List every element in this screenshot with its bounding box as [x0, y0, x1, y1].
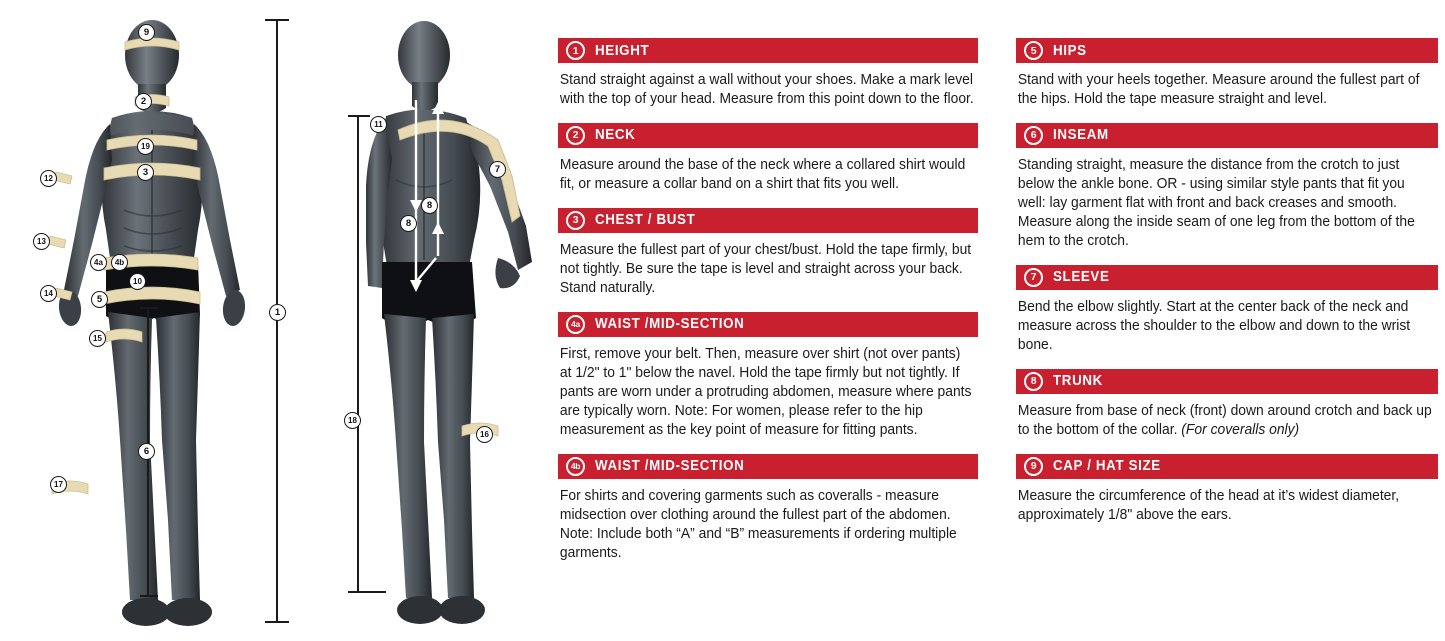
entry-header	[1016, 454, 1438, 479]
front-mannequin	[48, 20, 289, 626]
figure-callout-13: 13	[33, 233, 50, 250]
entry-title: CHEST / BUST	[595, 212, 696, 229]
entry-title: CAP / HAT SIZE	[1053, 458, 1161, 475]
figure-callout-19: 19	[137, 138, 154, 155]
entry-body-text: Measure from base of neck (front) down around crotch and back up to the bottom of the collar.	[1017, 402, 1432, 438]
figure-callout-8: 8	[400, 215, 417, 232]
entry-number-badge: 9	[1024, 457, 1043, 476]
entry-title: INSEAM	[1053, 127, 1109, 144]
figure-callout-9: 9	[138, 24, 155, 41]
entry-number-badge: 4b	[566, 457, 585, 476]
figure-callout-14: 14	[40, 285, 57, 302]
measurement-entry-6	[1016, 123, 1438, 251]
entry-body: Measure the circumference of the head at it’s widest diameter, approximately 1/8" above the ears.	[1017, 487, 1400, 523]
measurement-entry-3	[558, 208, 978, 298]
entry-title: NECK	[595, 127, 636, 144]
entry-title: HIPS	[1053, 42, 1087, 59]
entry-header	[1016, 369, 1438, 394]
entry-body: Measure the fullest part of your chest/bust. Hold the tape firmly, but not tightly. Be sure the tape is level and straight across your back. Stand naturally.	[559, 241, 972, 296]
entry-body: First, remove your belt. Then, measure over shirt (not over pants) at 1/2" to 1" below the navel. Hold the tape firmly but not tightly. If pants are worn under a protruding abdomen, measure where pants are typically worn. Note: For women, please refer to the hip measurement as the key point of measure for fitting pants.	[559, 345, 972, 438]
measurement-entry-1	[558, 38, 978, 109]
entry-body	[1016, 394, 1437, 440]
entry-header	[558, 312, 978, 337]
entry-body: Stand straight against a wall without your shoes. Make a mark level with the top of your head. Measure from this point down to the floor.	[559, 72, 974, 107]
measurement-column-right	[1016, 38, 1438, 539]
entry-number-badge: 6	[1024, 126, 1043, 145]
figure-callout-10: 10	[129, 273, 146, 290]
entry-header	[558, 208, 978, 233]
figure-callout-6: 6	[138, 443, 155, 460]
entry-header	[1016, 265, 1438, 290]
measurement-entry-5	[1016, 38, 1438, 109]
back-mannequin	[348, 21, 532, 624]
entry-body: Standing straight, measure the distance from the crotch to just below the ankle bone. OR - using similar style pants that fit you well: lay garment flat with front and back creases and smooth. Measure along the inside seam of one leg from the bottom of the hem to the crotch.	[1017, 156, 1415, 249]
figure-callout-2: 2	[135, 93, 152, 110]
entry-title: HEIGHT	[595, 42, 650, 59]
figure-callout-16: 16	[476, 426, 493, 443]
measurement-entry-4a	[558, 312, 978, 440]
entry-number-badge: 1	[566, 41, 585, 60]
entry-title: TRUNK	[1053, 373, 1103, 390]
entry-number-badge: 2	[566, 126, 585, 145]
figure-callout-3: 3	[137, 164, 154, 181]
figure-callout-4b: 4b	[111, 254, 128, 271]
figure-callout-18: 18	[344, 412, 361, 429]
entry-header	[558, 38, 978, 63]
entry-title: WAIST /MID-SECTION	[595, 316, 745, 333]
entry-header	[558, 123, 978, 148]
entry-header	[1016, 123, 1438, 148]
entry-header	[1016, 38, 1438, 63]
entry-number-badge: 4a	[566, 315, 585, 334]
entry-number-badge: 7	[1024, 268, 1043, 287]
entry-body: For shirts and covering garments such as coveralls - measure midsection over clothing around the fullest part of the abdomen. Note: Include both “A” and “B” measurements if ordering multiple garments.	[559, 487, 957, 561]
entry-title: WAIST /MID-SECTION	[595, 458, 745, 475]
figure-callout-5: 5	[91, 291, 108, 308]
measurement-entry-4b	[558, 454, 978, 563]
figure-callout-17: 17	[50, 476, 67, 493]
figure-callout-4a: 4a	[90, 254, 107, 271]
entry-number-badge: 5	[1024, 41, 1043, 60]
measurement-entry-9	[1016, 454, 1438, 525]
entry-number-badge: 3	[566, 211, 585, 230]
measurement-entry-7	[1016, 265, 1438, 355]
figure-callout-7: 7	[489, 161, 506, 178]
entry-number-badge: 8	[1024, 372, 1043, 391]
entry-body: Stand with your heels together. Measure around the fullest part of the hips. Hold the tape measure straight and level.	[1017, 72, 1420, 107]
entry-title: SLEEVE	[1053, 269, 1110, 286]
figure-callout-11: 11	[370, 116, 387, 133]
figure-callout-8: 8	[421, 197, 438, 214]
figure-callout-12: 12	[40, 170, 57, 187]
entry-body: Bend the elbow slightly. Start at the center back of the neck and measure across the shoulder to the elbow and down to the wrist bone.	[1017, 298, 1411, 353]
measurement-entry-2	[558, 123, 978, 194]
entry-body: Measure around the base of the neck where a collared shirt would fit, or measure a collar band on a shirt that fits you well.	[559, 156, 966, 192]
measurement-column-left	[558, 38, 978, 577]
entry-header	[558, 454, 978, 479]
measurement-entry-8	[1016, 369, 1438, 440]
entry-body-note: (For coveralls only)	[1181, 421, 1300, 438]
figure-callout-15: 15	[89, 330, 106, 347]
mannequin-illustration	[0, 0, 552, 641]
figure-callout-1: 1	[269, 304, 286, 321]
